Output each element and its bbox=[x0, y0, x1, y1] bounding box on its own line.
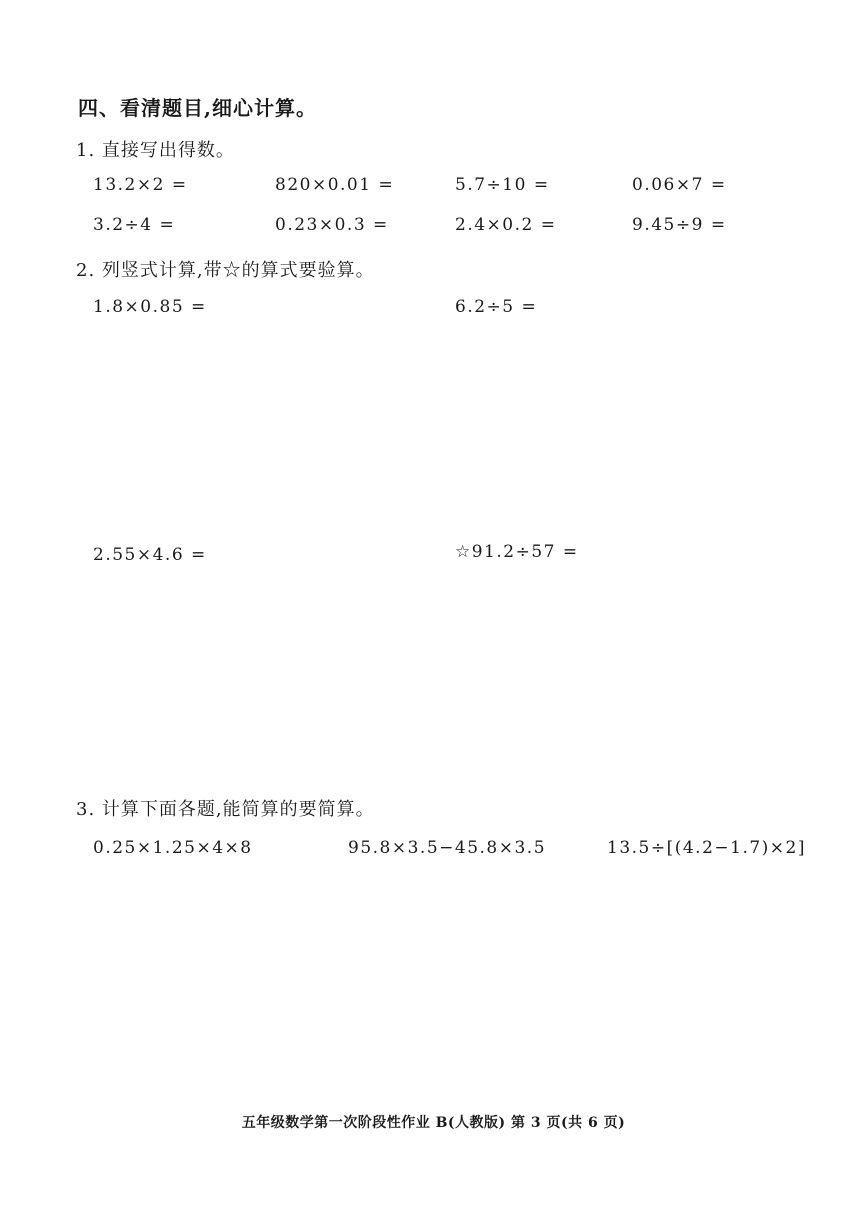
q3-item-3: 13.5÷[(4.2−1.7)×2] bbox=[607, 838, 807, 858]
q2-item-2: 6.2÷5 = bbox=[455, 297, 538, 317]
q2-item-4: ☆91.2÷57 = bbox=[455, 542, 579, 562]
q1-item-8: 9.45÷9 = bbox=[632, 215, 727, 235]
q3-title: 3. 计算下面各题,能简算的要简算。 bbox=[76, 799, 375, 820]
q1-item-5: 3.2÷4 = bbox=[93, 215, 176, 235]
q1-item-6: 0.23×0.3 = bbox=[275, 215, 389, 235]
q2-title: 2. 列竖式计算,带☆的算式要验算。 bbox=[76, 260, 375, 281]
q1-item-3: 5.7÷10 = bbox=[455, 175, 550, 195]
q2-item-1: 1.8×0.85 = bbox=[93, 297, 207, 317]
q1-item-1: 13.2×2 = bbox=[93, 175, 188, 195]
q1-item-7: 2.4×0.2 = bbox=[455, 215, 557, 235]
page-footer: 五年级数学第一次阶段性作业 B(人教版) 第 3 页(共 6 页) bbox=[241, 1115, 626, 1131]
q2-item-3: 2.55×4.6 = bbox=[93, 545, 207, 565]
q1-item-4: 0.06×7 = bbox=[632, 175, 727, 195]
q1-item-2: 820×0.01 = bbox=[275, 175, 395, 195]
section-title: 四、看清题目,细心计算。 bbox=[78, 96, 317, 120]
q1-title: 1. 直接写出得数。 bbox=[76, 140, 235, 161]
q3-item-2: 95.8×3.5−45.8×3.5 bbox=[348, 838, 547, 858]
q3-item-1: 0.25×1.25×4×8 bbox=[93, 838, 253, 858]
